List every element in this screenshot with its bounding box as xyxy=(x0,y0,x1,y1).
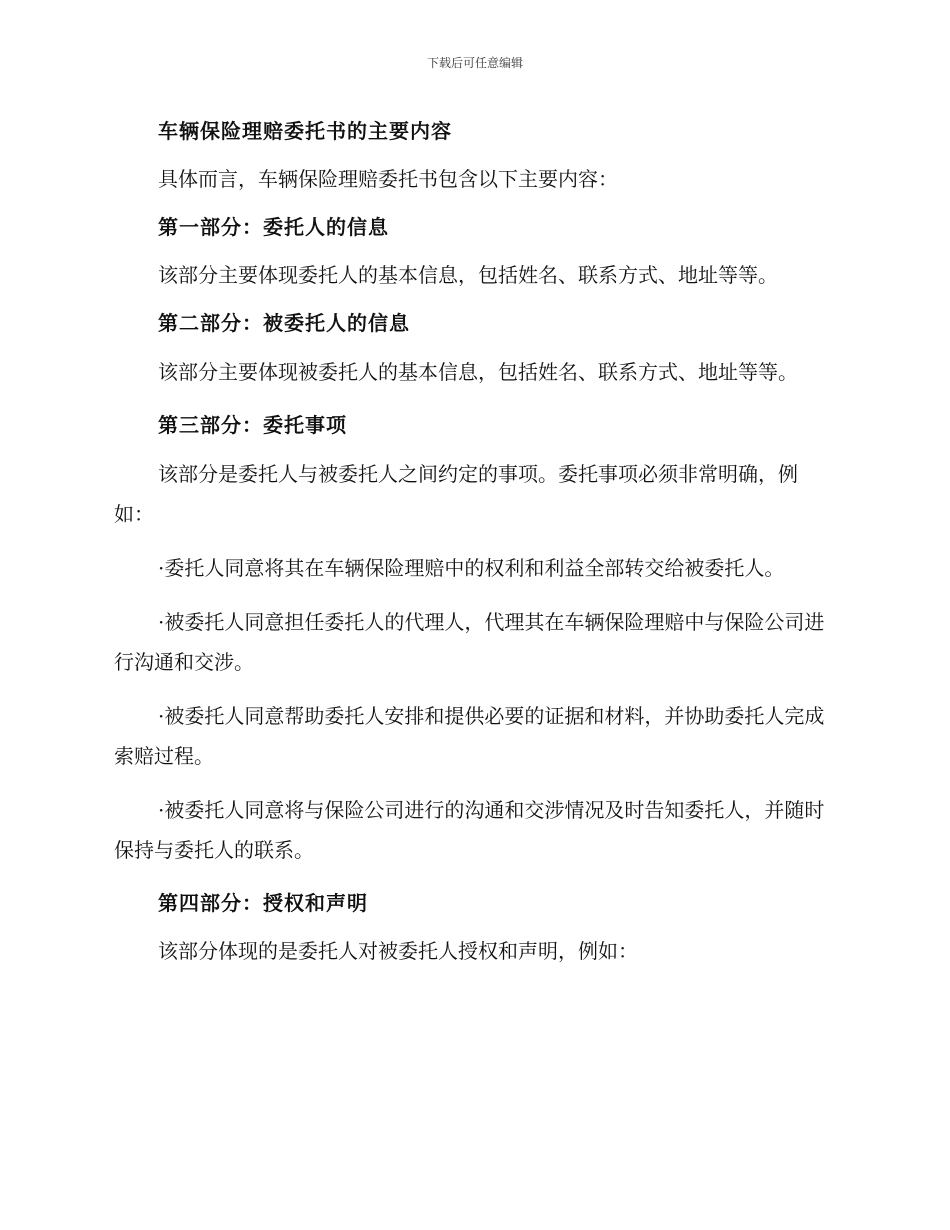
bullet-item: ·被委托人同意担任委托人的代理人，代理其在车辆保险理赔中与保险公司进行沟通和交涉。 xyxy=(114,610,825,674)
section-heading-2: 第二部分：被委托人的信息 xyxy=(158,311,410,335)
page-header: 下载后可任意编辑 xyxy=(426,56,523,70)
section-3-paragraph: 该部分是委托人与被委托人之间约定的事项。委托事项必须非常明确，例如： xyxy=(114,462,798,526)
bullet-item: ·委托人同意将其在车辆保险理赔中的权利和利益全部转交给被委托人。 xyxy=(158,556,785,580)
intro-paragraph: 具体而言，车辆保险理赔委托书包含以下主要内容： xyxy=(158,167,618,191)
bullet-item: ·被委托人同意将与保险公司进行的沟通和交涉情况及时告知委托人，并随时保持与委托人的联系。 xyxy=(114,798,825,862)
document-title: 车辆保险理赔委托书的主要内容 xyxy=(158,119,452,143)
section-heading-4: 第四部分：授权和声明 xyxy=(158,891,368,915)
section-2-paragraph: 该部分主要体现被委托人的基本信息，包括姓名、联系方式、地址等等。 xyxy=(158,360,798,384)
section-heading-1: 第一部分：委托人的信息 xyxy=(158,215,389,239)
section-4-paragraph: 该部分体现的是委托人对被委托人授权和声明，例如： xyxy=(158,939,638,963)
bullet-item: ·被委托人同意帮助委托人安排和提供必要的证据和材料，并协助委托人完成索赔过程。 xyxy=(114,704,825,768)
document-body xyxy=(114,108,826,976)
section-heading-3: 第三部分：委托事项 xyxy=(158,413,347,437)
section-1-paragraph: 该部分主要体现委托人的基本信息，包括姓名、联系方式、地址等等。 xyxy=(158,263,778,287)
